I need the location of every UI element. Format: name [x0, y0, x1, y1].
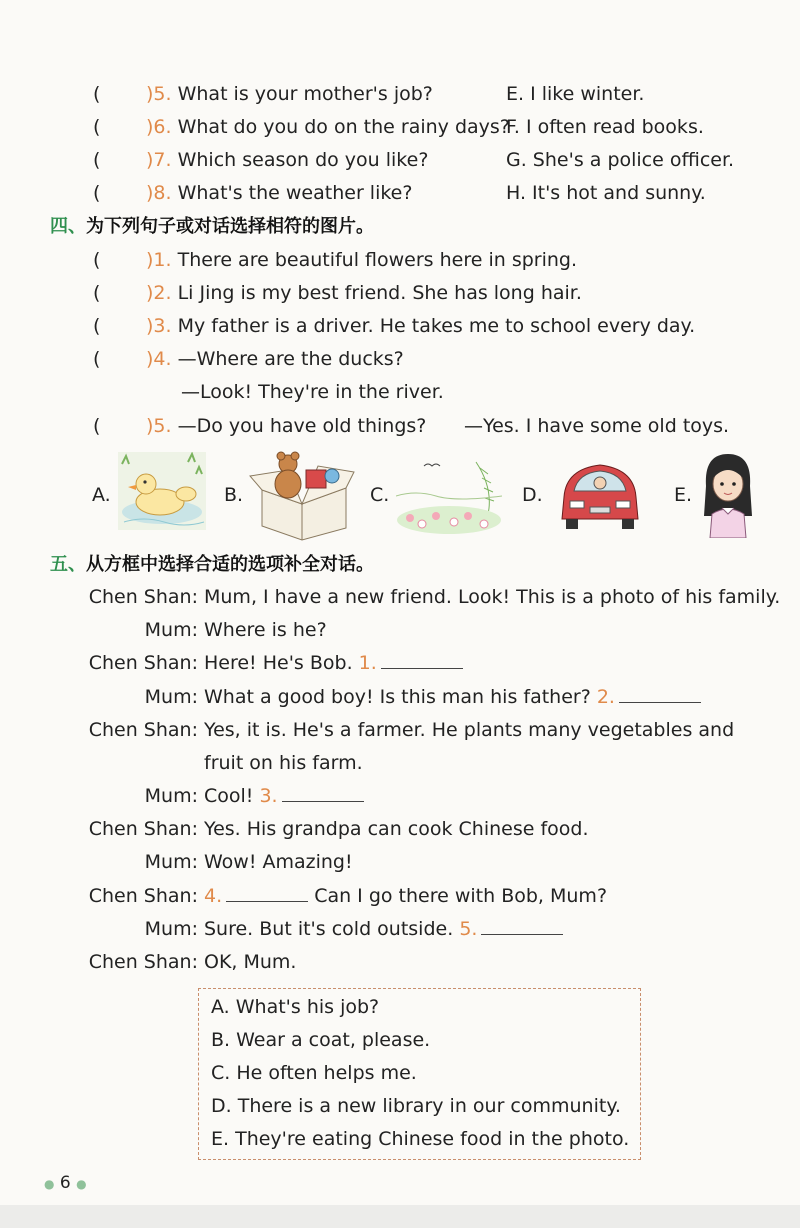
matching-question [146, 148, 428, 172]
matching-question [146, 181, 412, 205]
item-text-continued: —Look! They're in the river. [181, 381, 444, 403]
item-text: —Do you have old things? [177, 415, 427, 437]
question-text: What is your mother's job? [177, 83, 433, 105]
answer-blank[interactable] [481, 918, 563, 935]
answer-blank[interactable] [282, 785, 364, 802]
item-text-reply: —Yes. I have some old toys. [464, 415, 730, 437]
dot-icon: ● [76, 1177, 87, 1191]
section4-heading-text: 为下列句子或对话选择相符的图片。 [86, 216, 374, 237]
picture-label: E. [674, 484, 693, 506]
matching-answer: G. She's a police officer. [506, 149, 735, 171]
dialogue-line [204, 784, 364, 808]
answer-paren[interactable]: ( [93, 83, 101, 105]
dialogue-text: Here! He's Bob. [204, 652, 353, 674]
page-bottom-band [0, 1205, 800, 1228]
question-text: What's the weather like? [177, 182, 413, 204]
dialogue-text: What a good boy! Is this man his father? [204, 686, 591, 708]
blank-number: 4. [204, 885, 223, 907]
dialogue-text: OK, Mum. [204, 951, 297, 973]
question-number: )8. [146, 182, 172, 204]
item-number: )5. [146, 415, 172, 437]
spring-flowers-picture [396, 456, 502, 536]
answer-paren[interactable]: ( [93, 415, 101, 437]
section4-item [146, 314, 695, 338]
dialogue-line [204, 651, 463, 675]
question-number: )5. [146, 83, 172, 105]
section5-heading-text: 从方框中选择合适的选项补全对话。 [86, 554, 374, 575]
item-number: )1. [146, 249, 172, 271]
blank-number: 3. [259, 785, 278, 807]
picture-label: C. [370, 484, 390, 506]
dialogue-text: Yes, it is. He's a farmer. He plants many vegetables and [204, 719, 735, 741]
item-text: Li Jing is my best friend. She has long hair. [177, 282, 582, 304]
section4-heading-number: 四、 [50, 216, 86, 237]
option-item: D. There is a new library in our community. [211, 1095, 621, 1117]
speaker-label: Mum: [144, 686, 198, 708]
matching-answer: H. It's hot and sunny. [506, 182, 706, 204]
picture-label: D. [522, 484, 543, 506]
dialogue-text: Yes. His grandpa can cook Chinese food. [204, 818, 589, 840]
answer-paren[interactable]: ( [93, 182, 101, 204]
answer-paren[interactable]: ( [93, 282, 101, 304]
dialogue-line [204, 685, 701, 709]
item-number: )3. [146, 315, 172, 337]
option-item: E. They're eating Chinese food in the photo. [211, 1128, 630, 1150]
item-text: —Where are the ducks? [177, 348, 404, 370]
option-item: C. He often helps me. [211, 1062, 417, 1084]
picture-label: B. [224, 484, 244, 506]
speaker-label: Chen Shan: [88, 719, 198, 741]
answer-blank[interactable] [619, 686, 701, 703]
answer-paren[interactable]: ( [93, 149, 101, 171]
dialogue-text: Where is he? [204, 619, 327, 641]
dialogue-text: Wow! Amazing! [204, 851, 353, 873]
option-item: B. Wear a coat, please. [211, 1029, 431, 1051]
dot-icon: ● [44, 1177, 55, 1191]
answer-paren[interactable]: ( [93, 315, 101, 337]
section4-heading [50, 215, 374, 239]
long-hair-girl-picture [698, 450, 758, 538]
section5-heading [50, 553, 374, 577]
answer-blank[interactable] [381, 652, 463, 669]
answer-paren[interactable]: ( [93, 116, 101, 138]
answer-blank[interactable] [226, 885, 308, 902]
page-number-text: 6 [59, 1173, 71, 1193]
item-number: )4. [146, 348, 172, 370]
dialogue-line [204, 917, 563, 941]
dialogue-text: Sure. But it's cold outside. [204, 918, 454, 940]
section5-heading-number: 五、 [50, 554, 86, 575]
blank-number: 2. [596, 686, 615, 708]
answer-paren[interactable]: ( [93, 249, 101, 271]
dialogue-line [204, 884, 607, 908]
toy-box-picture [248, 446, 356, 542]
car-picture [556, 457, 644, 533]
question-text: Which season do you like? [177, 149, 429, 171]
page-number [44, 1172, 87, 1195]
answer-paren[interactable]: ( [93, 348, 101, 370]
matching-answer: E. I like winter. [506, 83, 645, 105]
speaker-label: Mum: [144, 785, 198, 807]
speaker-label: Mum: [144, 851, 198, 873]
speaker-label: Chen Shan: [88, 885, 198, 907]
dialogue-text-continued: fruit on his farm. [204, 752, 363, 774]
speaker-label: Chen Shan: [88, 818, 198, 840]
speaker-label: Chen Shan: [88, 586, 198, 608]
question-number: )6. [146, 116, 172, 138]
item-text: My father is a driver. He takes me to school every day. [177, 315, 696, 337]
speaker-label: Chen Shan: [88, 652, 198, 674]
question-text: What do you do on the rainy days? [177, 116, 510, 138]
picture-label: A. [92, 484, 111, 506]
section4-item [146, 248, 577, 272]
section4-item [146, 414, 426, 438]
speaker-label: Chen Shan: [88, 951, 198, 973]
section4-item [146, 347, 404, 371]
dialogue-text: Cool! [204, 785, 254, 807]
dialogue-text: Mum, I have a new friend. Look! This is a photo of his family. [204, 586, 781, 608]
matching-question [146, 115, 510, 139]
section4-item [146, 281, 582, 305]
blank-number: 5. [459, 918, 478, 940]
item-number: )2. [146, 282, 172, 304]
dialogue-text: Can I go there with Bob, Mum? [314, 885, 608, 907]
option-item: A. What's his job? [211, 996, 380, 1018]
item-text: There are beautiful flowers here in spring. [177, 249, 578, 271]
blank-number: 1. [358, 652, 377, 674]
matching-answer: F. I often read books. [506, 116, 704, 138]
options-box [198, 988, 641, 1160]
ducks-in-river-picture [118, 452, 206, 530]
question-number: )7. [146, 149, 172, 171]
speaker-label: Mum: [144, 619, 198, 641]
matching-question [146, 82, 433, 106]
speaker-label: Mum: [144, 918, 198, 940]
